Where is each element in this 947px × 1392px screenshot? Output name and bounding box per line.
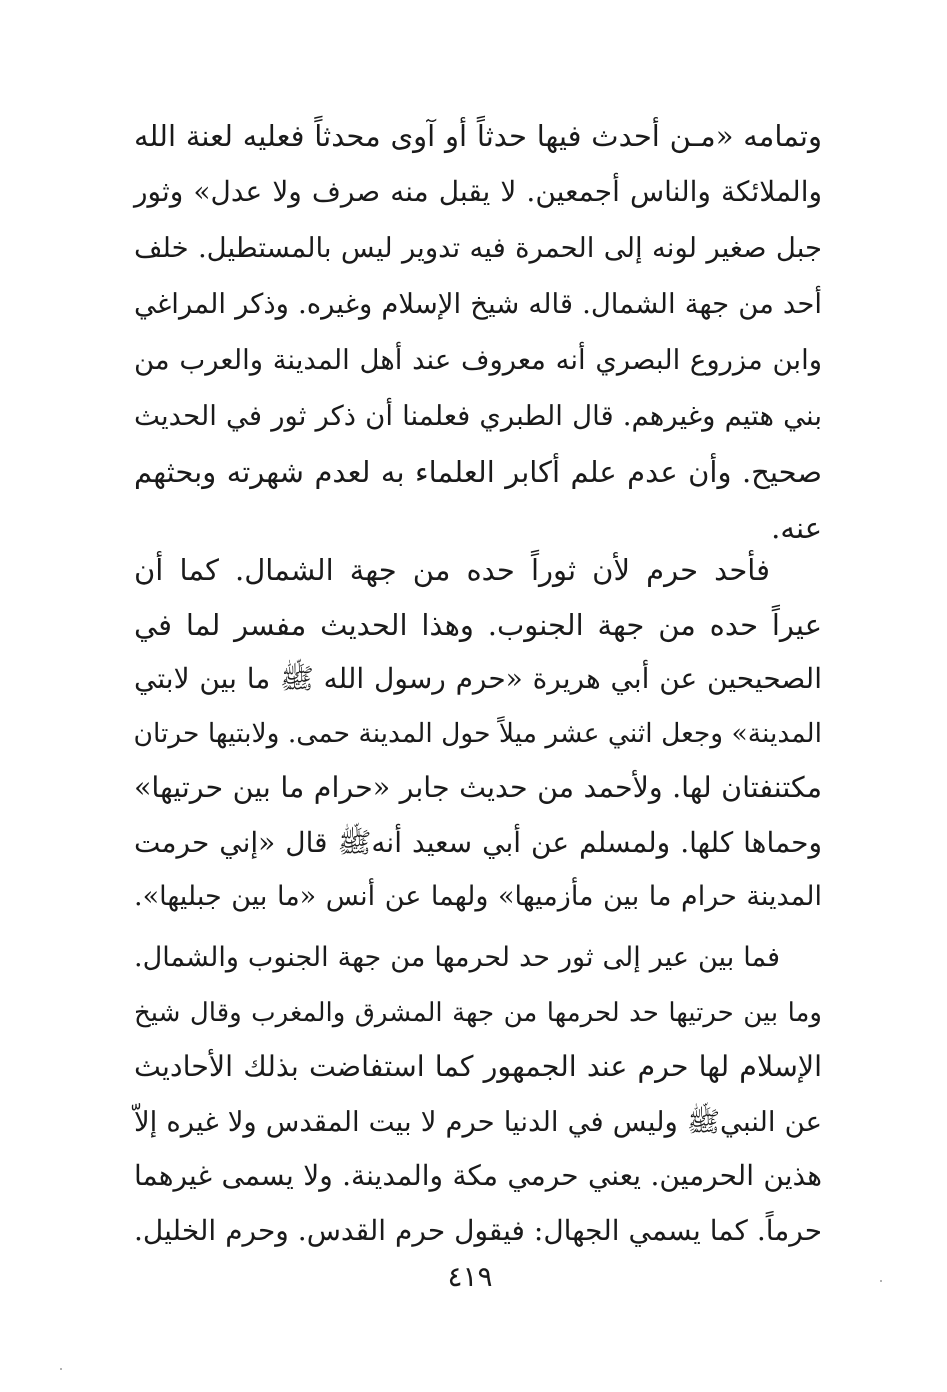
text-line: وحماها كلها. ولمسلم عن أبي سعيد أنهﷺ قال «إني حرمت — [134, 825, 822, 859]
text-line: جبل صغير لونه إلى الحمرة فيه تدوير ليس بالمستطيل. خلف — [134, 232, 822, 264]
text-line: المدينة» وجعل اثني عشر ميلاً حول المدينة حمى. ولابتيها حرتان — [133, 717, 822, 749]
text-line: أحد من جهة الشمال. قاله شيخ الإسلام وغيره. وذكر المراغي — [134, 288, 822, 320]
text-line: هذين الحرمين. يعني حرمي مكة والمدينة. ولا يسمى غيرهما — [134, 1159, 822, 1192]
text-line: وما بين حرتيها حد لحرمها من جهة المشرق والمغرب وقال شيخ — [134, 997, 822, 1028]
scan-speck — [880, 1280, 882, 1282]
text-line: عنه. — [771, 511, 822, 545]
text-line: الإسلام لها حرم عند الجمهور كما استفاضت بذلك الأحاديث — [134, 1050, 822, 1083]
text-line: مكتنفتان لها. ولأحمد من حديث جابر «حرام ما بين حرتيها» — [134, 771, 822, 804]
text-line: الصحيحين عن أبي هريرة «حرم رسول الله ﷺ ما بين لابتي — [134, 662, 822, 695]
text-line: والملائكة والناس أجمعين. لا يقبل منه صرف ولا عدل» وثور — [134, 175, 822, 208]
text-line: حرماً. كما يسمي الجهال: فيقول حرم القدس. وحرم الخليل. — [134, 1213, 822, 1247]
text-line: صحيح. وأن عدم علم أكابر العلماء به لعدم شهرته وبحثهم — [134, 455, 822, 489]
scan-speck — [60, 1368, 62, 1370]
page-number: ٤١٩ — [447, 1260, 493, 1293]
paragraph-2 — [134, 543, 822, 925]
text-line: فما بين عير إلى ثور حد لحرمها من جهة الجنوب والشمال. — [134, 942, 780, 973]
paragraph-3 — [134, 931, 822, 1258]
text-line: بني هتيم وغيرهم. قال الطبري فعلمنا أن ذكر ثور في الحديث — [134, 400, 822, 432]
text-line: عن النبيﷺ وليس في الدنيا حرم لا بيت المقدس ولا غيره إلاّ — [134, 1105, 822, 1138]
paragraph-1 — [134, 108, 822, 556]
text-line: وابن مزروع البصري أنه معروف عند أهل المدينة والعرب من — [134, 344, 822, 376]
text-line: فأحد حرم لأن ثوراً حده من جهة الشمال. كما أن — [134, 553, 770, 587]
text-line: المدينة حرام ما بين مأزميها» ولهما عن أنس «ما بين جبليها». — [134, 881, 822, 912]
text-line: عيراً حده من جهة الجنوب. وهذا الحديث مفسر لما في — [134, 607, 822, 642]
text-line: وتمامه «مـن أحدث فيها حدثاً أو آوى محدثاً فعليه لعنة الله — [134, 119, 822, 153]
